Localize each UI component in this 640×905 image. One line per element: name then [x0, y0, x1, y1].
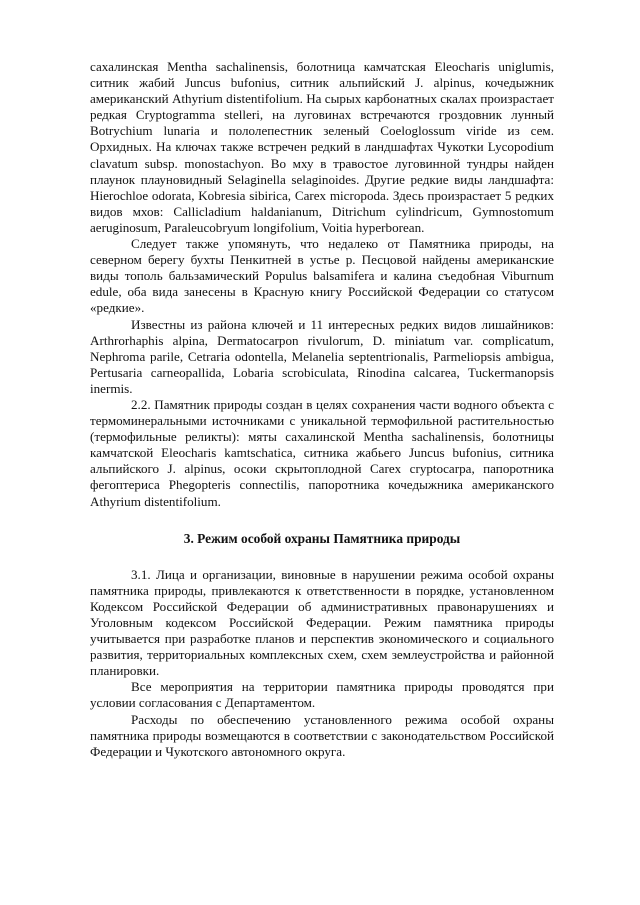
paragraph-purpose-2-2: 2.2. Памятник природы создан в целях сохранения части водного объекта с термоминеральными источниками с уникальной термофильной растительностью (термофильные реликты): мяты сахалинской Mentha sachalinensis, болотницы камчатской Eleocharis kamtschatica, ситника жабьего Juncus bufonius, ситника альпийского J. alpinus, осоки скрытоплодной Carex cryptocarpa, папоротника фегоптериса Phegopteris connectilis, папоротника кочедыжника американского Athyrium distentifolium. [90, 396, 554, 509]
paragraph-lichens: Известны из района ключей и 11 интересных редких видов лишайников: Arthrorhaphis alpina, Dermatocarpon rivulorum, D. miniatum var. complicatum, Nephroma parile, Cetraria odontella, Melanelia septentrionalis, Parmeliopsis ambigua, Pertusaria carneopallida, Lobaria scrobiculata, Rinodina calcarea, Tuckermanopsis inermis. [90, 316, 554, 396]
paragraph-coordination: Все мероприятия на территории памятника природы проводятся при условии согласования с Департаментом. [90, 679, 554, 711]
paragraph-species-list-continued: сахалинская Mentha sachalinensis, болотница камчатская Eleocharis uniglumis, ситник жабий Juncus bufonius, ситник альпийский J. alpinus, кочедыжник американский Athyrium distentifolium. На сырых карбонатных скалах произрастает редкая Cryptogramma stelleri, на луговинах встречаются гроздовник лунный Botrychium lunaria и пололепестник зеленый Coeloglossum viride из сем. Орхидных. На ключах также встречен редкий в ландшафтах Чукотки Lycopodium clavatum subsp. monostachyon. Во мху в травостое луговинной тундры найден плаунок плауновидный Selaginella selaginoides. Другие редкие виды ландшафта: Hierochloe odorata, Kobresia sibirica, Carex microрoda. Здесь произрастает 5 редких видов мхов: Callicladium haldanianum, Ditrichum cylindricum, Gymnostomum aeruginosum, Paraleucobryum longifolium, Voitia hyperborean. [90, 59, 554, 235]
paragraph-liability-3-1: 3.1. Лица и организации, виновные в нарушении режима особой охраны памятника природы, привлекаются к ответственности в порядке, установленном Кодексом Российской Федерации об административных правонарушениях и Уголовным кодексом Российской Федерации. Режим памятника природы учитывается при разработке планов и перспектив экономического и социального развития, территориальных комплексных схем, схем землеустройства и районной планировки. [90, 566, 554, 679]
paragraph-american-species: Следует также упомянуть, что недалеко от Памятника природы, на северном берегу бухты Пенкитней в устье р. Песцовой найдены американские виды тополь бальзамический Populus balsamifera и калина съедобная Viburnum edule, оба вида занесены в Красную книгу Российской Федерации со статусом «редкие». [90, 236, 554, 316]
paragraph-expenses: Расходы по обеспечению установленного режима особой охраны памятника природы возмещаются в соответствии с законодательством Российской Федерации и Чукотского автономного округа. [90, 711, 554, 759]
section-heading-protection-regime: 3. Режим особой охраны Памятника природы [183, 530, 461, 546]
document-page [90, 59, 554, 760]
